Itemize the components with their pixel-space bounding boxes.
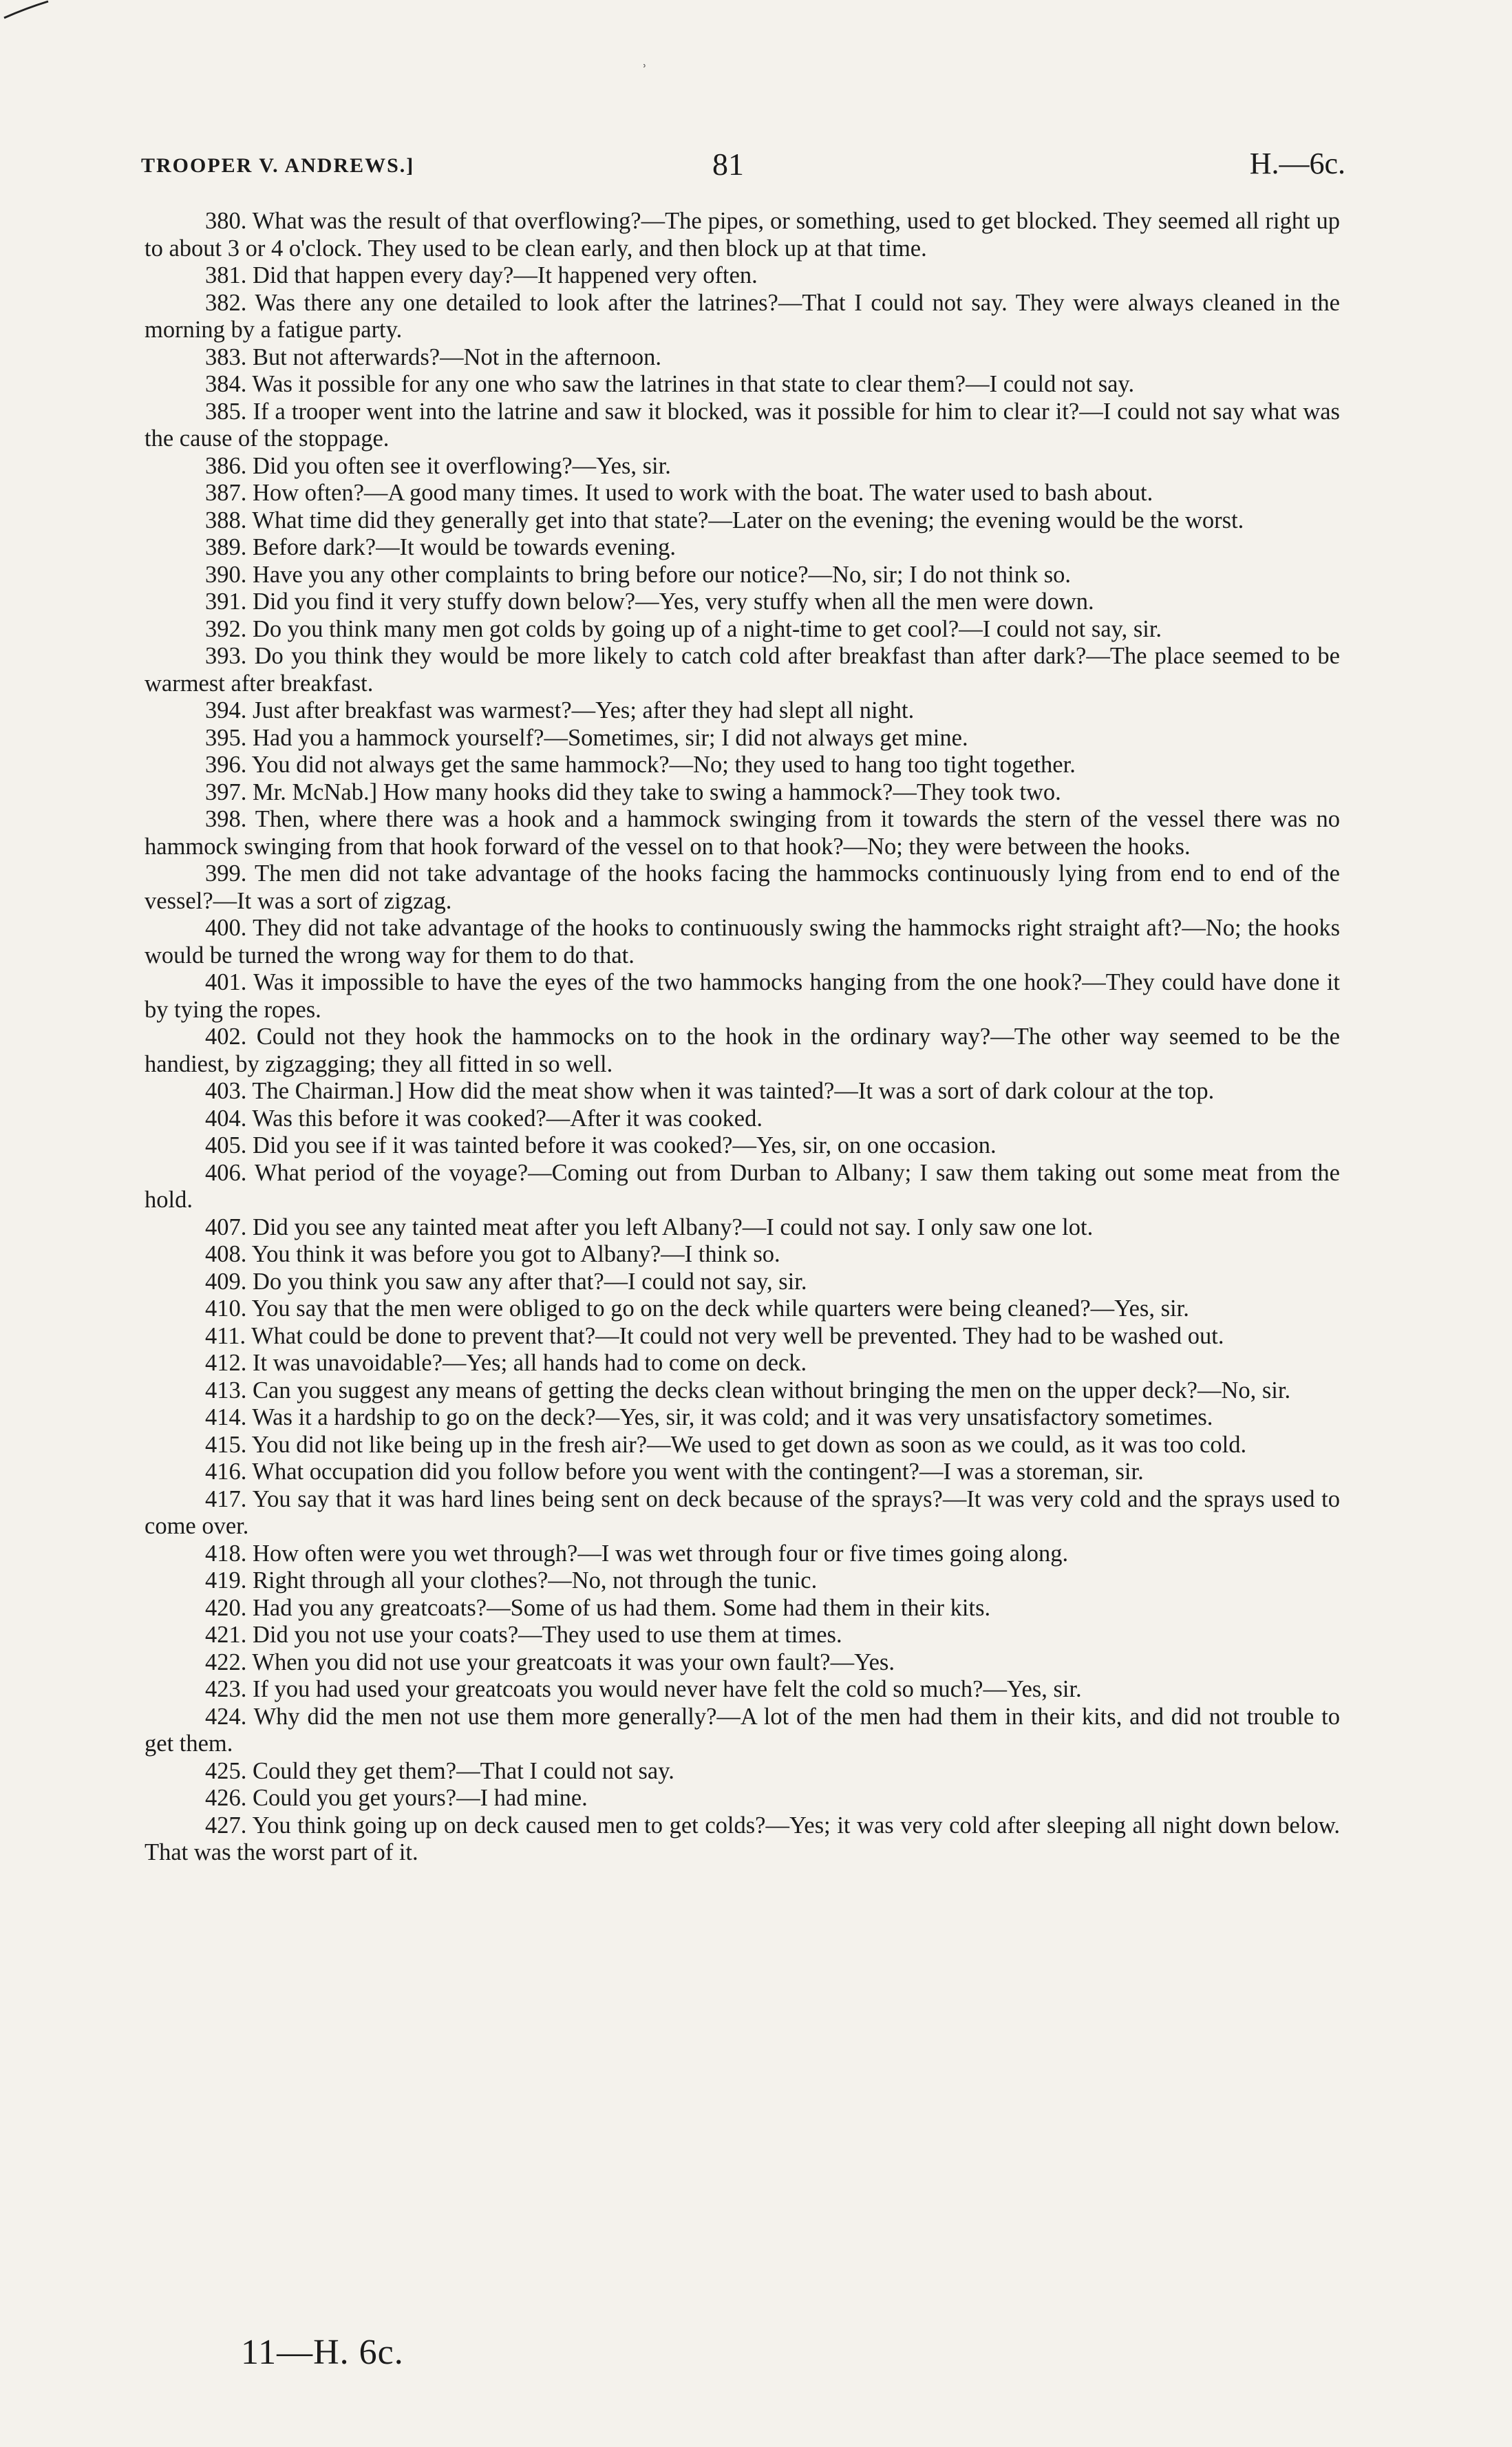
question-380: 380. What was the result of that overflowing?—The pipes, or something, used to get blocked. They seemed all right up to about 3 or 4 o'clock. They used to be clean early, and then block up at that time. [145, 208, 1340, 262]
signature-mark: 11—H. 6c. [241, 2333, 404, 2372]
question-389: 389. Before dark?—It would be towards evening. [205, 534, 677, 560]
question-423: 423. If you had used your greatcoats you would never have felt the cold so much?—Yes, sir. [205, 1676, 1082, 1702]
question-396: 396. You did not always get the same hammock?—No; they used to hang too tight together. [205, 752, 1076, 778]
question-402: 402. Could not they hook the hammocks on to the hook in the ordinary way?—The other way seemed to be the handiest, by zigzagging; they all fitted in so well. [145, 1024, 1340, 1077]
paper-reference: H.—6c. [1249, 147, 1345, 180]
question-409: 409. Do you think you saw any after that?—I could not say, sir. [205, 1268, 807, 1295]
question-401: 401. Was it impossible to have the eyes of the two hammocks hanging from the one hook?—They could have done it by tying the ropes. [145, 969, 1340, 1023]
question-407: 407. Did you see any tainted meat after you left Albany?—I could not say. I only saw one lot. [205, 1214, 1094, 1240]
question-381: 381. Did that happen every day?—It happened very often. [205, 262, 758, 288]
question-413: 413. Can you suggest any means of getting the decks clean without bringing the men on the upper deck?—No, sir. [205, 1377, 1291, 1403]
question-406: 406. What period of the voyage?—Coming out from Durban to Albany; I saw them taking out some meat from the hold. [145, 1159, 1340, 1213]
question-417: 417. You say that it was hard lines being sent on deck because of the sprays?—It was very cold and the sprays used to come over. [145, 1485, 1340, 1539]
question-385: 385. If a trooper went into the latrine and saw it blocked, was it possible for him to clear it?—I could not say what was the cause of the stoppage. [145, 398, 1340, 452]
page-number: 81 [712, 147, 744, 182]
page-header [141, 146, 1345, 187]
question-388: 388. What time did they generally get into that state?—Later on the evening; the evening would be the worst. [205, 507, 1244, 533]
question-422: 422. When you did not use your greatcoats it was your own fault?—Yes. [205, 1649, 895, 1675]
running-head: TROOPER V. ANDREWS.] [141, 154, 415, 177]
question-420: 420. Had you any greatcoats?—Some of us had them. Some had them in their kits. [205, 1594, 991, 1621]
question-387: 387. How often?—A good many times. It used to work with the boat. The water used to bash about. [205, 480, 1153, 506]
question-419: 419. Right through all your clothes?—No, not through the tunic. [205, 1567, 818, 1593]
question-421: 421. Did you not use your coats?—They used to use them at times. [205, 1622, 842, 1648]
question-405: 405. Did you see if it was tainted before it was cooked?—Yes, sir, on one occasion. [205, 1132, 997, 1158]
question-418: 418. How often were you wet through?—I was wet through four or five times going along. [205, 1540, 1069, 1567]
question-394: 394. Just after breakfast was warmest?—Yes; after they had slept all night. [205, 697, 915, 723]
question-383: 383. But not afterwards?—Not in the afternoon. [205, 343, 661, 370]
question-425: 425. Could they get them?—That I could not say. [205, 1757, 674, 1784]
question-398: 398. Then, where there was a hook and a hammock swinging from it towards the stern of the vessel there was no hammock swinging from that hook forward of the vessel on to that hook?—No; they were between the hooks. [145, 806, 1340, 860]
question-408: 408. You think it was before you got to Albany?—I think so. [205, 1241, 780, 1267]
question-410: 410. You say that the men were obliged to go on the deck while quarters were being cleaned?—Yes, sir. [205, 1295, 1189, 1322]
question-424: 424. Why did the men not use them more generally?—A lot of the men had them in their kits, and did not trouble to get them. [145, 1703, 1340, 1757]
question-414: 414. Was it a hardship to go on the deck?—Yes, sir, it was cold; and it was very unsatisfactory sometimes. [205, 1404, 1213, 1430]
question-416: 416. What occupation did you follow before you went with the contingent?—I was a storeman, sir. [205, 1459, 1144, 1485]
question-397: 397. Mr. McNab.] How many hooks did they take to swing a hammock?—They took two. [205, 778, 1061, 805]
question-392: 392. Do you think many men got colds by going up of a night-time to get cool?—I could not say, sir. [205, 615, 1162, 642]
ink-speck: ˒ [641, 52, 648, 72]
question-386: 386. Did you often see it overflowing?—Yes, sir. [205, 452, 671, 479]
question-403: 403. The Chairman.] How did the meat show when it was tainted?—It was a sort of dark colour at the top. [205, 1078, 1215, 1104]
corner-pen-mark [3, 0, 51, 21]
question-404: 404. Was this before it was cooked?—After it was cooked. [205, 1105, 763, 1132]
question-427: 427. You think going up on deck caused men to get colds?—Yes; it was very cold after sleeping all night down below. That was the worst part of it. [145, 1812, 1340, 1865]
question-391: 391. Did you find it very stuffy down below?—Yes, very stuffy when all the men were down. [205, 589, 1094, 615]
question-411: 411. What could be done to prevent that?—It could not very well be prevented. They had to be washed out. [205, 1322, 1224, 1349]
testimony-body [145, 208, 1340, 1867]
question-382: 382. Was there any one detailed to look after the latrines?—That I could not say. They were always cleaned in the morning by a fatigue party. [145, 289, 1340, 343]
question-412: 412. It was unavoidable?—Yes; all hands had to come on deck. [205, 1350, 807, 1376]
question-384: 384. Was it possible for any one who saw the latrines in that state to clear them?—I could not say. [205, 371, 1135, 397]
question-415: 415. You did not like being up in the fresh air?—We used to get down as soon as we could, as it was too cold. [205, 1431, 1247, 1458]
question-395: 395. Had you a hammock yourself?—Sometimes, sir; I did not always get mine. [205, 724, 968, 751]
question-426: 426. Could you get yours?—I had mine. [205, 1785, 588, 1811]
question-393: 393. Do you think they would be more likely to catch cold after breakfast than after dark?—The place seemed to be warmest after breakfast. [145, 643, 1340, 697]
question-399: 399. The men did not take advantage of the hooks facing the hammocks continuously lying from end to end of the vessel?—It was a sort of zigzag. [145, 860, 1340, 914]
question-390: 390. Have you any other complaints to bring before our notice?—No, sir; I do not think so. [205, 561, 1072, 588]
question-400: 400. They did not take advantage of the hooks to continuously swing the hammocks right straight aft?—No; the hooks would be turned the wrong way for them to do that. [145, 915, 1340, 968]
